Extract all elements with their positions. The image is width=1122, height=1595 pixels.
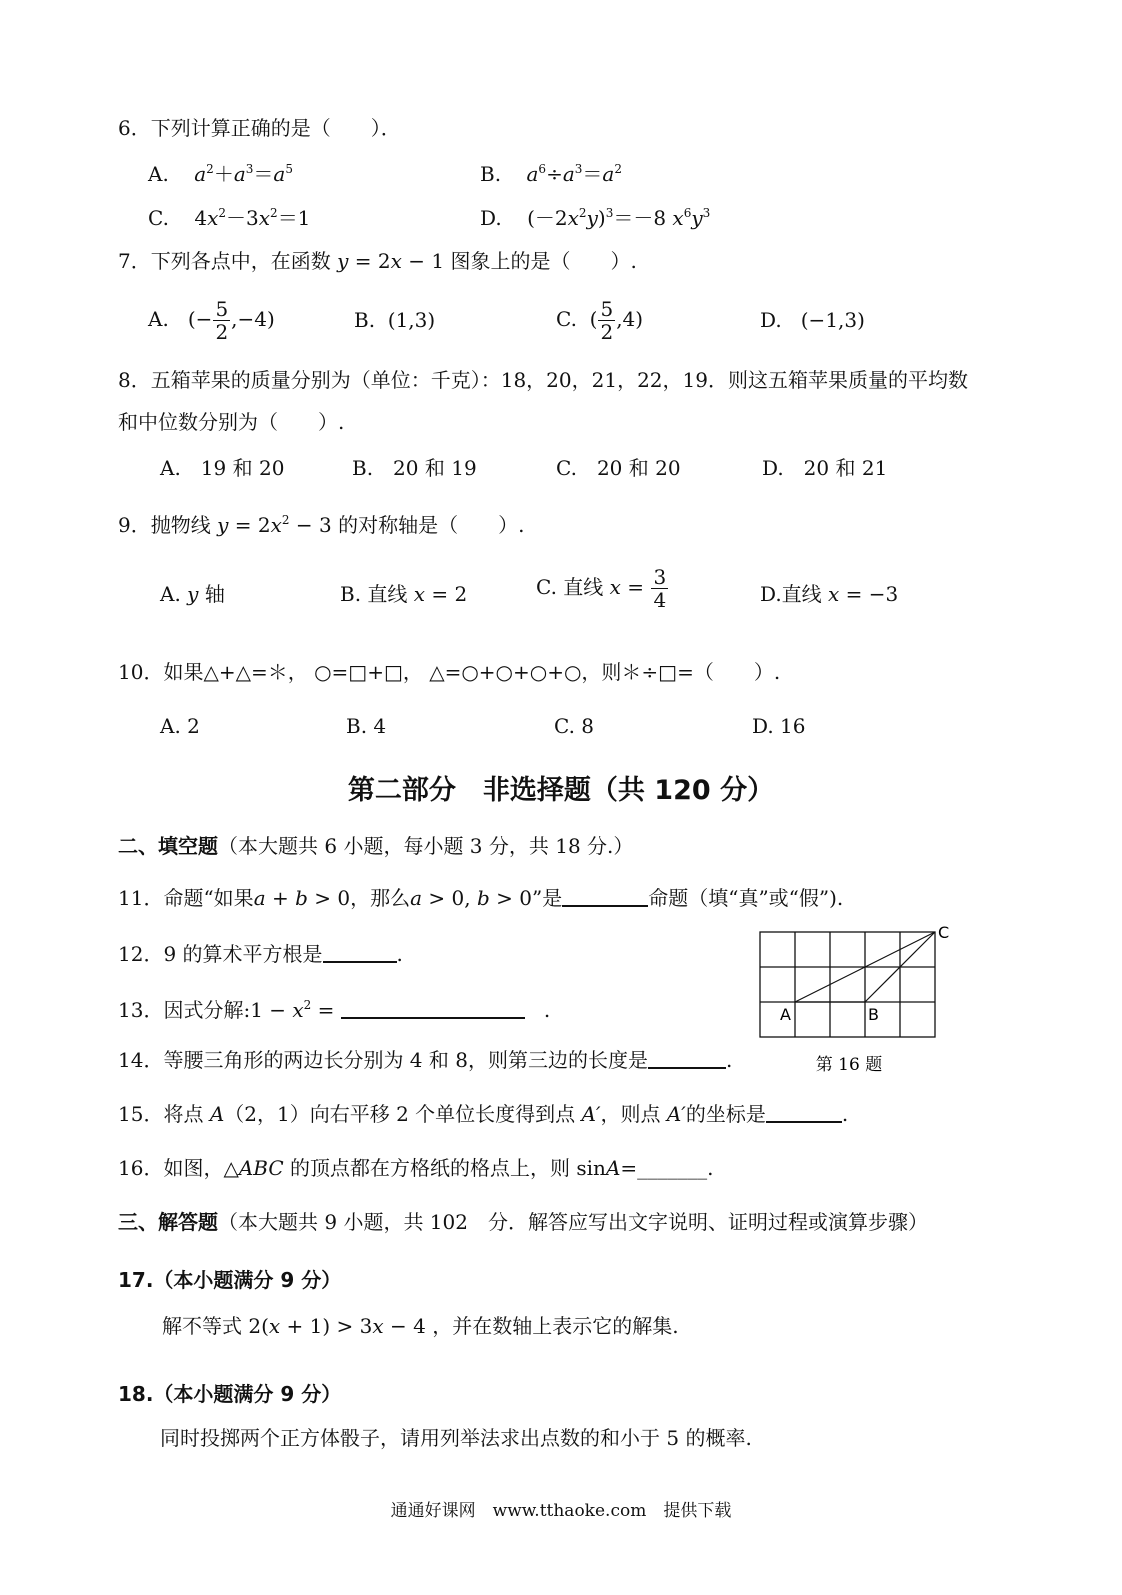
- q13-answer-blank[interactable]: [341, 997, 525, 1019]
- q10-option-d: D. 16: [752, 714, 806, 738]
- q17-body: 解不等式 2(x + 1) > 3x − 4 ，并在数轴上表示它的解集.: [162, 1314, 679, 1338]
- q15: 15．将点 A（2，1）向右平移 2 个单位长度得到点 A′，则点 A′的坐标是 .: [118, 1102, 849, 1126]
- q8-stem-line1: 8．五箱苹果的质量分别为（单位：千克）：18，20，21，22，19．则这五箱苹果质量的平均数: [118, 368, 968, 392]
- section3-header: [118, 1208, 928, 1236]
- q6-option-a: A. $a^2+a^3=a^5$: [148, 162, 293, 186]
- q12: 12．9 的算术平方根是 .: [118, 942, 403, 966]
- q7-option-c: C. ( $\frac{5}{2}$ ,4): [556, 297, 644, 344]
- q7-stem: 7．下列各点中，在函数 y = 2x − 1 图象上的是（ ）.: [118, 249, 637, 273]
- q8-option-a: A. 19 和 20: [160, 456, 285, 480]
- q10-stem: 10．如果△+△=＊， ○=□+□， △=○+○+○+○，则＊÷□=（ ）.: [118, 660, 781, 684]
- q17-header: 17.（本小题满分 9 分）: [118, 1268, 342, 1292]
- label-a: A: [780, 1005, 791, 1024]
- section3-title: 三、解答题: [118, 1210, 218, 1234]
- q10-option-b: B. 4: [346, 714, 387, 738]
- section2-note: （本大题共 6 小题，每小题 3 分，共 18 分.）: [218, 834, 634, 858]
- q8-option-b: B. 20 和 19: [352, 456, 477, 480]
- q6-option-c: C. $4x^2-3x^2=1$: [148, 206, 311, 230]
- q7-option-a: A. (− $\frac{5}{2}$ ,−4): [148, 297, 275, 344]
- page-footer: 通通好课网 www.tthaoke.com 提供下载: [390, 1501, 732, 1521]
- q6-option-d: D. $(-2x^2y)^3=-8$ $x^6y^3$: [480, 206, 711, 230]
- label-c: C: [938, 923, 950, 942]
- q10-option-a: A. 2: [160, 714, 200, 738]
- figure16-caption: 第 16 题: [815, 1055, 883, 1075]
- section2-title: 二、填空题: [118, 834, 218, 858]
- q9-option-a: A. y 轴: [160, 582, 225, 606]
- q9-option-c: C. 直线 x = $\frac{3}{4}$: [536, 565, 667, 612]
- q8-option-d: D. 20 和 21: [762, 456, 888, 480]
- q14: 14．等腰三角形的两边长分别为 4 和 8，则第三边的长度是 .: [118, 1048, 733, 1072]
- q9-option-b: B. 直线 x = 2: [340, 582, 468, 606]
- q18-body: 同时投掷两个正方体骰子，请用列举法求出点数的和小于 5 的概率.: [160, 1426, 752, 1450]
- q8-stem-line2: 和中位数分别为（ ）.: [118, 410, 345, 434]
- q9-option-d: D.直线 x = −3: [760, 582, 899, 606]
- section2-header: [118, 832, 633, 860]
- q6-option-b: B. $a^6\div a^3=a^2$: [480, 162, 622, 186]
- figure16-grid: [752, 918, 982, 1088]
- q16: 16．如图，△ABC 的顶点都在方格纸的格点上，则 sinA=_______.: [118, 1156, 714, 1180]
- q12-answer-blank[interactable]: [323, 941, 397, 963]
- q9-stem: 9．抛物线 $y = 2x^2 - 3$ 的对称轴是（ ）.: [118, 513, 525, 537]
- label-b: B: [868, 1005, 879, 1024]
- q13: 13．因式分解:1 − $x^2$ = .: [118, 998, 551, 1022]
- q18-header: 18.（本小题满分 9 分）: [118, 1382, 342, 1406]
- q7-option-b: B. (1,3): [354, 308, 436, 332]
- q10-option-c: C. 8: [554, 714, 595, 738]
- q8-option-c: C. 20 和 20: [556, 456, 681, 480]
- part2-title: 第二部分 非选择题（共 120 分）: [347, 775, 775, 806]
- section3-note: （本大题共 9 小题，共 102 分．解答应写出文字说明、证明过程或演算步骤）: [218, 1210, 928, 1234]
- q7-option-d: D. (−1,3): [760, 308, 865, 332]
- q14-answer-blank[interactable]: [648, 1047, 726, 1069]
- q11: 11．命题“如果a + b > 0，那么a > 0, b > 0”是 命题（填“真”或“假”).: [118, 886, 844, 910]
- q6-stem: 6．下列计算正确的是（ ）．: [118, 116, 401, 140]
- q11-answer-blank[interactable]: [562, 885, 648, 907]
- q15-answer-blank[interactable]: [766, 1101, 842, 1123]
